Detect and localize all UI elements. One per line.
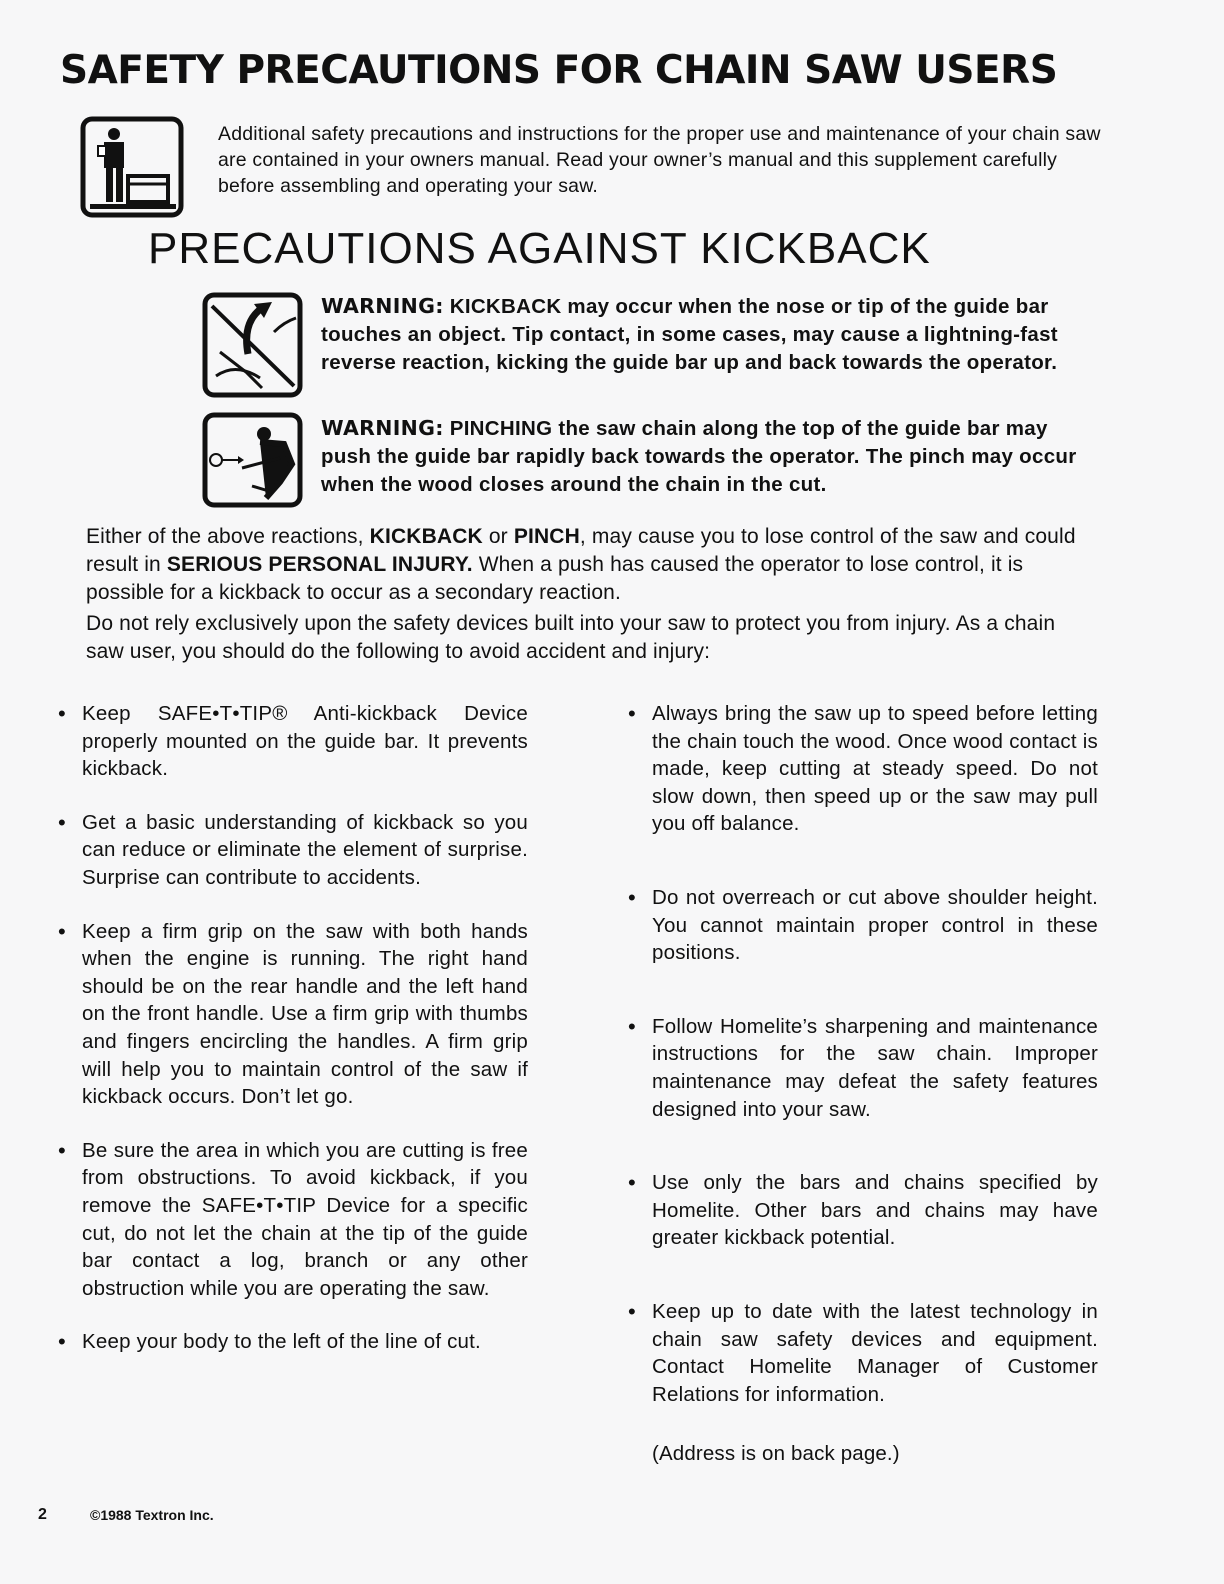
list-item: • Be sure the area in which you are cutting is free from obstructions. To avoid kickback, if you remove the SAFE•T•TIP Device for a specific cut, do not let the chain at the tip of the guide bar contact a log, branch or any other obstruction while you are operating the saw. [58, 1137, 528, 1303]
emphasis-kickback: KICKBACK [369, 525, 483, 548]
warning-text: PINCHING the saw chain along the top of the guide bar may push the guide bar rapidly back towards the operator. The pinch may occur when the wood closes around the chain in the cut. [321, 417, 1077, 496]
text-run: or [482, 525, 514, 548]
section-heading: PRECAUTIONS AGAINST KICKBACK [148, 224, 931, 273]
text-run: Either of the above reactions, [86, 525, 370, 548]
kickback-warning [321, 292, 1101, 377]
bullet-list-left [58, 700, 528, 1356]
text-run: When a push has caused the operator to lose control, it is possible for a kickback to occur as a secondary reaction. [86, 553, 1024, 604]
list-item: • Follow Homelite’s sharpening and maintenance instructions for the saw chain. Improper maintenance may defeat the safety features designed into your saw. [628, 1013, 1098, 1123]
emphasis-injury: SERIOUS PERSONAL INJURY. [166, 553, 473, 576]
list-item: • Keep your body to the left of the line of cut. [58, 1328, 528, 1356]
advice-paragraph: Do not rely exclusively upon the safety devices built into your saw to protect you from injury. As a chain saw user, you should do the following to avoid accident and injury: [86, 612, 1056, 663]
page-title: SAFETY PRECAUTIONS FOR CHAIN SAW USERS [60, 48, 1058, 93]
list-item: • Use only the bars and chains specified by Homelite. Other bars and chains may have greater kickback potential. [628, 1169, 1098, 1252]
list-item: • Keep SAFE•T•TIP® Anti-kickback Device properly mounted on the guide bar. It prevents kickback. [58, 700, 528, 783]
warning-label: WARNING: [321, 294, 444, 318]
page-number: 2 [38, 1506, 47, 1523]
pinch-icon [202, 412, 303, 508]
bullet-list-right [628, 700, 1098, 1408]
intro-paragraph: Additional safety precautions and instructions for the proper use and maintenance of your chain saw are contained in your owners manual. Read your owner’s manual and this supplement carefully before assembling and operating your saw. [218, 123, 1101, 197]
list-item: • Keep a firm grip on the saw with both hands when the engine is running. The right hand should be on the rear handle and the left hand on the front handle. Use a firm grip with thumbs and fingers encircling the handles. A firm grip will help you to maintain control of the saw if kickback occurs. Don’t let go. [58, 918, 528, 1111]
read-manual-icon [80, 116, 184, 218]
copyright-notice: ©1988 Textron Inc. [90, 1507, 214, 1523]
list-item: • Do not overreach or cut above shoulder height. You cannot maintain proper control in these positions. [628, 884, 1098, 967]
text-run: , may cause you to lose control of the saw and could result in [86, 525, 1076, 576]
emphasis-pinch: PINCH [513, 525, 580, 548]
pinch-warning [321, 414, 1101, 499]
list-item: • Get a basic understanding of kickback so you can reduce or eliminate the element of surprise. Surprise can contribute to accidents. [58, 809, 528, 892]
warning-label: WARNING: [321, 416, 444, 440]
address-note: (Address is on back page.) [652, 1442, 900, 1465]
list-item: • Keep up to date with the latest technology in chain saw safety devices and equipment. Contact Homelite Manager of Customer Relations for information. [628, 1298, 1098, 1408]
reactions-paragraph [86, 523, 1096, 607]
kickback-icon [202, 292, 303, 398]
warning-text: KICKBACK may occur when the nose or tip of the guide bar touches an object. Tip contact, in some cases, may cause a lightning-fast reverse reaction, kicking the guide bar up and back towards the operator. [321, 295, 1058, 374]
list-item: • Always bring the saw up to speed before letting the chain touch the wood. Once wood contact is made, keep cutting at steady speed. Do not slow down, then speed up or the saw may pull you off balance. [628, 700, 1098, 838]
